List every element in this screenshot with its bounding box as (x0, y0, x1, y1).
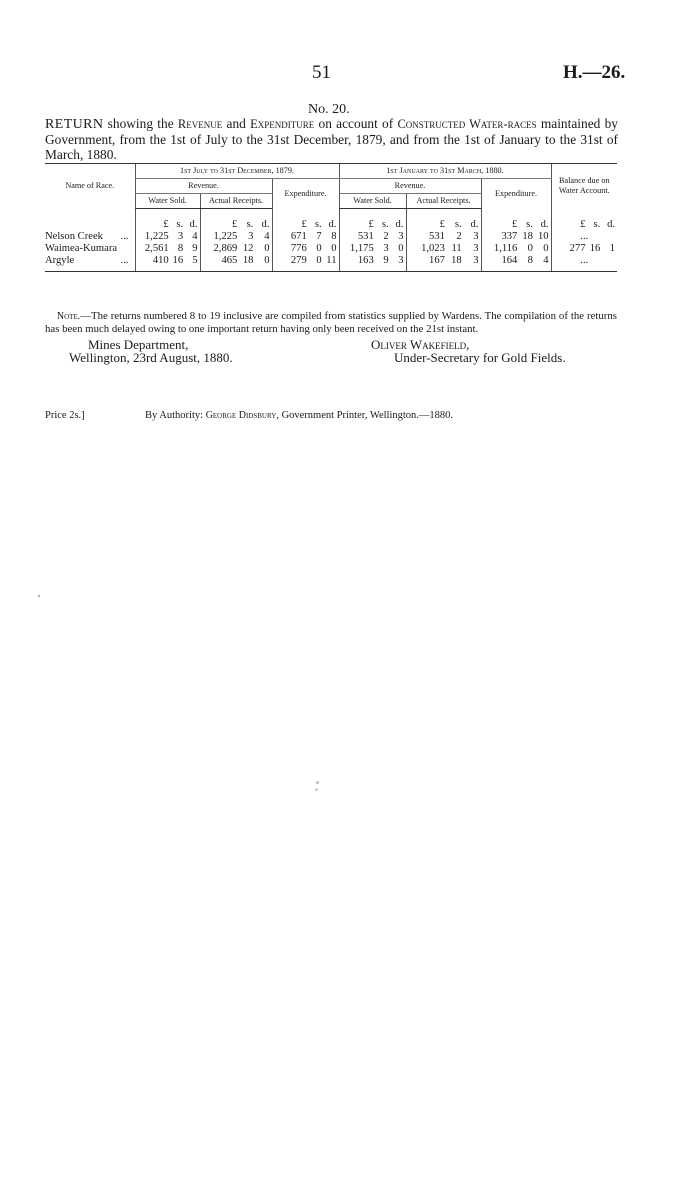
scan-speck (315, 788, 318, 791)
lsd-value (342, 231, 404, 243)
pounds-value: 337 (501, 231, 518, 242)
value-cell (481, 231, 551, 243)
shillings-value: s. (526, 218, 533, 230)
title-constructed: Constructed Water-races (397, 117, 537, 131)
title-revenue: Revenue (177, 117, 223, 131)
value-cell (272, 231, 339, 243)
shillings-value: 2 (456, 231, 462, 242)
table-row (45, 255, 617, 272)
header-revenue: Revenue. (135, 179, 272, 194)
value-cell (200, 255, 272, 272)
lsd-value (275, 231, 337, 243)
pence-value: 0 (543, 243, 549, 254)
pence-value: 1 (609, 243, 616, 254)
header-actual-receipts: Actual Receipts. (200, 194, 272, 209)
header-name-of-race: Name of Race. (45, 164, 135, 209)
header-expenditure: Expenditure. (481, 179, 551, 209)
value-cell (551, 243, 617, 255)
pounds-value: 2,561 (144, 243, 169, 254)
lsd-value (203, 243, 270, 255)
lsd-value (484, 243, 549, 255)
pence-value: 0 (264, 243, 270, 254)
title-text: showing the (103, 116, 178, 131)
shillings-value: 11 (451, 243, 462, 254)
race-name (45, 243, 135, 255)
scan-speck (38, 595, 40, 597)
units-cell (339, 209, 406, 232)
pence-value: d. (395, 219, 404, 230)
header-period-2: 1st January to 31st March, 1880. (339, 164, 551, 179)
pence-value: 0 (331, 243, 337, 254)
page-number: 51 (312, 62, 331, 83)
pounds-value: 163 (357, 255, 374, 266)
value-cell (339, 243, 406, 255)
pounds-value: 410 (152, 255, 169, 266)
pence-value: 4 (543, 255, 549, 266)
lsd-value (484, 255, 549, 267)
pence-value: 3 (473, 243, 479, 254)
lsd-value (342, 243, 404, 255)
shillings-value: 16 (172, 255, 184, 266)
pence-value: 8 (331, 231, 337, 242)
leader-dots: ... (120, 231, 129, 242)
value-cell (135, 231, 200, 243)
pounds-value: £ (439, 219, 445, 230)
value-cell (339, 255, 406, 272)
lsd-value (138, 219, 198, 231)
header-balance: Balance due on Water Account. (551, 164, 617, 209)
signature-title: Under-Secretary for Gold Fields. (394, 350, 566, 365)
lsd-value (409, 243, 479, 255)
title-expenditure: Expenditure (250, 117, 315, 131)
units-cell (406, 209, 481, 232)
title-text: on account of (314, 116, 398, 131)
pounds-value: 776 (290, 243, 307, 254)
pounds-value: 167 (429, 255, 445, 266)
value-cell (200, 231, 272, 243)
title-lead: RETURN (45, 117, 104, 132)
pence-value: d. (328, 218, 337, 230)
shillings-value: 0 (527, 243, 533, 254)
value-cell: ... (551, 231, 617, 243)
note (45, 310, 617, 335)
pence-value: 5 (192, 255, 198, 266)
lsd-value (203, 255, 270, 267)
imprint-rest: , Government Printer, Wellington.—1880. (276, 410, 454, 421)
shillings-value: 8 (177, 243, 184, 254)
header-actual-receipts: Actual Receipts. (406, 194, 481, 209)
lsd-value (554, 219, 616, 231)
pence-value: 9 (192, 243, 198, 254)
signature-department: Mines Department, (88, 337, 189, 352)
return-title (45, 116, 618, 162)
value-cell (481, 255, 551, 272)
page-reference: H.—26. (563, 62, 626, 83)
shillings-value: 9 (383, 255, 389, 266)
race-name (45, 231, 135, 243)
pounds-value: 671 (290, 231, 307, 242)
pence-value: 4 (192, 231, 198, 242)
pence-value: 4 (264, 231, 270, 242)
value-cell (406, 231, 481, 243)
pounds-value: 531 (357, 231, 374, 242)
value-cell (200, 243, 272, 255)
value-cell: ... (551, 255, 617, 272)
value-cell (406, 255, 481, 272)
table-row (45, 231, 617, 243)
shillings-value: 0 (316, 255, 322, 266)
pence-value: d. (540, 218, 549, 230)
pounds-value: £ (368, 219, 374, 230)
lsd-value (138, 231, 198, 243)
pounds-value: 465 (221, 255, 238, 266)
value-cell (272, 243, 339, 255)
shillings-value: s. (246, 219, 254, 230)
note-text: —The returns numbered 8 to 19 inclusive are compiled from statistics supplied by Wardens. The compilation of the returns has been much delayed owing to one important return having only been received on the 21st instant. (45, 310, 618, 335)
title-text: and (222, 116, 251, 131)
value-cell (339, 231, 406, 243)
units-cell (551, 209, 617, 232)
lsd-value (138, 243, 198, 255)
pounds-value: £ (232, 219, 238, 230)
pounds-value: £ (512, 218, 518, 230)
lsd-value (409, 255, 479, 267)
shillings-value: s. (454, 219, 462, 230)
shillings-value: 18 (242, 255, 254, 266)
signature-name: Oliver Wakefield, (371, 337, 470, 352)
lsd-value (484, 219, 549, 231)
shillings-value: 18 (522, 231, 533, 242)
lsd-value (275, 219, 337, 231)
return-table (45, 163, 617, 272)
return-number: No. 20. (308, 102, 350, 117)
shillings-value: s. (176, 219, 184, 230)
race-name-text: Nelson Creek (45, 231, 103, 242)
lsd-value (554, 243, 616, 255)
scan-speck (316, 781, 319, 784)
price: Price 2s.] (45, 410, 85, 421)
pounds-value: 1,023 (421, 243, 445, 254)
pounds-value: 1,175 (349, 243, 374, 254)
pounds-value: £ (163, 219, 169, 230)
lsd-value (203, 231, 270, 243)
lsd-value (203, 219, 270, 231)
leader-dots: ... (120, 255, 129, 266)
shillings-value: 3 (383, 243, 389, 254)
pounds-value: 531 (429, 231, 445, 242)
printer-imprint (145, 410, 453, 421)
shillings-value: 12 (242, 243, 254, 254)
pence-value: 3 (398, 255, 404, 266)
pence-value: 3 (398, 231, 404, 242)
shillings-value: 18 (451, 255, 462, 266)
race-name (45, 255, 135, 272)
lsd-value (484, 231, 549, 243)
race-name-text: Argyle (45, 255, 75, 266)
lsd-value (138, 255, 198, 267)
units-cell (135, 209, 200, 232)
note-label: Note. (56, 311, 81, 322)
pence-value: d. (261, 219, 270, 230)
lsd-value (342, 219, 404, 231)
shillings-value: 3 (248, 231, 254, 242)
lsd-value (342, 255, 404, 267)
pence-value: 0 (398, 243, 404, 254)
units-cell (272, 209, 339, 232)
pounds-value: 164 (501, 255, 518, 266)
pence-value: 10 (537, 231, 549, 242)
return-table-container (45, 163, 617, 272)
pence-value: d. (607, 218, 616, 230)
pounds-value: 1,116 (493, 243, 518, 254)
shillings-value: 0 (316, 243, 322, 254)
signature-place-date: Wellington, 23rd August, 1880. (69, 350, 233, 365)
pence-value: d. (470, 219, 479, 230)
shillings-value: 7 (316, 231, 322, 242)
pence-value: 3 (473, 255, 479, 266)
shillings-value: 16 (589, 243, 601, 254)
imprint-printer-name: George Didsbury (205, 410, 277, 421)
pence-value: 0 (264, 255, 270, 266)
value-cell (135, 255, 200, 272)
pounds-value: 1,225 (213, 231, 238, 242)
value-cell (272, 255, 339, 272)
value-cell (481, 243, 551, 255)
shillings-value: s. (381, 219, 389, 230)
header-expenditure: Expenditure. (272, 179, 339, 209)
pence-value: 3 (473, 231, 479, 242)
pounds-value: 279 (290, 255, 307, 266)
units-cell (481, 209, 551, 232)
shillings-value: s. (314, 218, 322, 230)
value-cell (135, 243, 200, 255)
lsd-value (409, 231, 479, 243)
table-row (45, 243, 617, 255)
imprint-authority: By Authority: (145, 410, 206, 421)
pounds-value: £ (301, 218, 307, 230)
shillings-value: 3 (177, 231, 184, 242)
value-cell (406, 243, 481, 255)
units-cell (200, 209, 272, 232)
lsd-value (275, 243, 337, 255)
title-text: maintained by Government, from the 1st of July to the 31st December, 1879, and from the 1st of January to the 31st of March, 1880. (45, 116, 618, 162)
header-period-1: 1st July to 31st December, 1879. (135, 164, 339, 179)
lsd-value (275, 255, 337, 267)
header-revenue: Revenue. (339, 179, 481, 194)
race-name-text: Waimea-Kumara (45, 243, 118, 254)
pounds-value: 1,225 (144, 231, 169, 242)
pence-value: d. (189, 219, 198, 230)
units-row (45, 209, 617, 232)
shillings-value: 2 (383, 231, 389, 242)
pounds-value: 2,869 (213, 243, 238, 254)
header-water-sold: Water Sold. (339, 194, 406, 209)
header-water-sold: Water Sold. (135, 194, 200, 209)
lsd-value (409, 219, 479, 231)
pence-value: 11 (326, 255, 337, 266)
pounds-value: 277 (569, 243, 586, 254)
pounds-value: £ (580, 218, 586, 230)
table-body (45, 209, 617, 272)
units-blank (45, 209, 135, 232)
shillings-value: 8 (527, 255, 533, 266)
shillings-value: s. (593, 218, 601, 230)
